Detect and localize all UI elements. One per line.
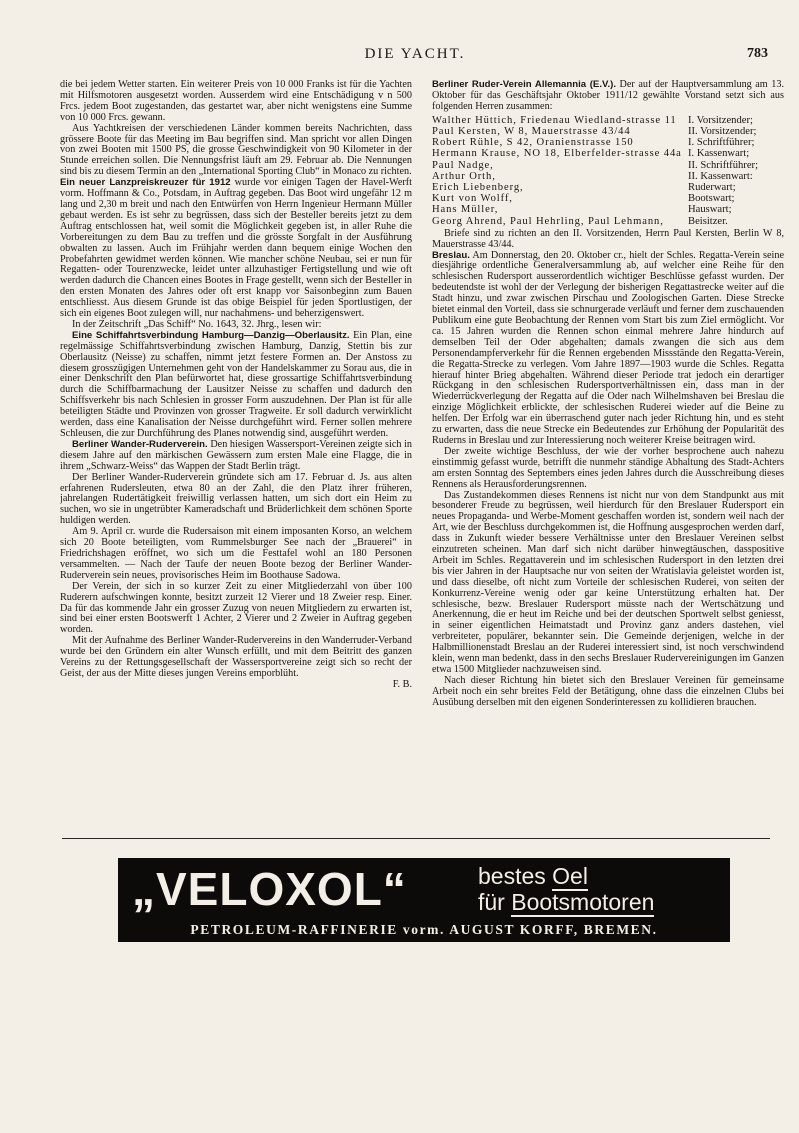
officer-name: Paul Kersten, W 8, Mauerstrasse 43/44 [432,125,631,137]
paragraph [60,331,412,440]
paragraph [60,582,412,637]
officer-role: I. Schriftführer; [688,137,755,149]
paragraph-text: F. B. [392,678,412,690]
paragraph [60,440,412,473]
paragraph [60,680,412,691]
paragraph-text: Nach dieser Richtung hin bietet sich den Breslauer Vereinen für gemeinsame Arbeit noch ein sehr breites Feld der Betätigung, ohne dass die einzelnen Clubs bei Ausübung derselben mit den eigenen Sonderinteressen zu kollidieren brauchen. [432,674,784,708]
paragraph [60,636,412,680]
paragraph [432,491,784,676]
paragraph-text: wurde vor einigen Tagen der Havel-Werft vorm. Hoffmann & Co., Potsdam, in Auftrag gegeben. Das Boot wird ungefähr 12 m lang und 2,30 m breit und nach den Entwürfen von Herrn Ingenieur Hermann Müller gebaut werden. Es ist sehr zu begrüssen, dass sich der Besteller bereits jetzt zu dem Auftrag entschlossen hat, weil somit die Möglichkeit gegeben ist, in aller Ruhe die Vorbereitungen zu dem Bau zu treffen und die grösste Sorgfalt in der Ausführung obwalten zu lassen. Auch im Frühjahr werden dann bequem einige Wochen den Probefahrten gewidmet werden können. Wie mancher schöne Neubau, sei er nun für Regatten- oder Tourenzwecke, leidet unter allzuhastiger Fertigstellung und wie oft werden dadurch die Chancen eines Bootes in Frage gestellt, wenn sich der Besteller in den ersten Monaten des Jahres oder oft erst knapp vor Saisonbeginn zum Bauen entschliesst. Aus diesem Grunde ist das obige Beispiel für jeden Sportlustigen, der sich ein eigenes Boot zulegen will, nur nachahmens- und beherzigenswert. [60,177,412,320]
officer-role: II. Vorsitzender; [688,125,757,137]
paragraph [432,229,784,251]
page-number: 783 [747,46,768,61]
separator-rule [62,838,770,839]
officer-name: Georg Ahrend, Paul Hehrling, Paul Lehmann, [432,215,664,227]
paragraph-text: Briefe sind zu richten an den II. Vorsitzenden, Herrn Paul Kersten, Berlin W 8, Mauerstrasse 43/44. [432,227,784,250]
officer-row [432,137,784,148]
paragraph [432,251,784,447]
officer-role: II. Schriftführer; [688,159,759,171]
officer-name: Arthur Orth, [432,170,496,182]
officer-name: Hans Müller, [432,204,499,216]
officer-role: Ruderwart; [688,181,736,193]
officer-row [432,148,784,159]
paragraph-heading: Berliner Wander-Ruderverein. [72,438,208,450]
officer-row [432,171,784,182]
paragraph [60,473,412,528]
allemannia-intro-text: Der auf der Hauptversammlung am 13. Oktober für das Geschäftsjahr Oktober 1911/12 gewählte Vorstand setzt sich aus folgenden Herren zusammen: [432,80,784,112]
officer-name: Kurt von Wolff, [432,193,513,205]
officer-name: Walther Hüttich, Friedenau Wiedland-strasse 11 [432,114,677,126]
ad-brand: „VELOXOL“ [132,863,407,915]
allemannia-intro [432,80,784,113]
right-column-body [432,229,784,709]
ad-footer: PETROLEUM-RAFFINERIE vorm. AUGUST KORFF, BREMEN. [190,922,658,937]
officer-name: Robert Rühle, S 42, Oranienstrasse 150 [432,137,634,149]
officer-role: I. Kassenwart; [688,148,750,160]
officer-row [432,115,784,126]
paragraph-text: Der Berliner Wander-Ruderverein gründete sich am 17. Februar d. Js. aus alten erfahrenen Rudersleuten, etwa 80 an der Zahl, die den Platz ihrer früheren, jahrelangen Rudertätigkeit freiwillig verlassen hatten, um sich dort ein Heim zu suchen, wo sie in ungetrübter Kameradschaft und Brüderlichkeit dem schönen Sporte huldigen werden. [60,471,412,527]
officer-role: II. Kassenwart: [688,170,753,182]
right-column [432,80,784,828]
officer-row [432,126,784,137]
paragraph-text: Am Donnerstag, den 20. Oktober cr., hielt der Schles. Regatta-Verein seine diesjährige ordentliche Generalversammlung ab, auf welcher eine Reihe für den schlesischen Rudersport ausserordentlich wichtiger Beschlüsse gefasst wurden. Der bedeutendste ist wohl der der Verlegung der bisherigen Regattastrecke weiter auf die Stadt hinzu, und zwar zwischen Pirschau und Zoologischen Garten. Diese Strecke bietet einmal den Vorteil, dass sie schnurgerade verläuft und ferner dem zuschauenden Publikum eine gute Beobachtung der Rennen vom Start bis zum Ziel ermöglicht. Vor ca. 15 Jahren wurden die Rennen schon einmal mehrere Jahre hindurch auf demselben Teil der Oder abgehalten; damals zwangen die sich aus dem Personendampferverkehr für die Rennen ergebenden Missstände den Regatta-Verein, die Regatta-Strecke zu verlegen. Vom Jahre 1897—1903 wurde die Schles. Regatta hierauf hinter Brieg abgehalten. Während dieser Periode trat jedoch ein derartiger Rückgang in den schlesischen Rudersportverhältnissen ein, dass man in der Wiederrückverlegung der Regatta auf die Oder nach Wilhelmshaven bei Breslau die einzige Möglichkeit erblickte, der schlesischen Ruderei wieder auf die Beine zu helfen. Der Erfolg war ein überraschend guter nach jeder Richtung hin, und es steht zu erwarten, dass die neue Strecke ein Bedeutendes zur Erhöhung der Popularität des Ruderns in Breslau und zur Interessierung noch weiterer Kreise beitragen wird. [432,249,784,446]
officer-role: Hauswart; [688,204,732,216]
paragraph-text: In der Zeitschrift „Das Schiff“ No. 1643, 32. Jhrg., lesen wir: [72,318,322,330]
paragraph-heading: Breslau. [432,249,470,261]
advertisement [118,858,730,942]
paragraph-text: Den hiesigen Wassersport-Vereinen zeigte sich in diesem Jahre auf den märkischen Gewässern zum ersten Male eine Flagge, die in ihrem „Schwarz-Weiss“ das Wappen der Stadt Berlin trägt. [60,438,412,472]
ad-line-1-prefix: bestes [478,863,553,889]
paragraph-heading: Eine Schiffahrtsverbindung Hamburg—Danzig—Oberlausitz. [72,329,350,341]
allemannia-heading: Berliner Ruder-Verein Allemannia (E.V.). [432,80,617,90]
officer-name: Hermann Krause, NO 18, Elberfelder-strasse 44a [432,148,682,160]
paragraph-text: Am 9. April cr. wurde die Rudersaison mit einem imposanten Korso, an welchem sich 20 Boote beteiligten, vom Rummelsburger See nach der „Brauerei“ in Friedrichshagen eröffnet, wo sich um die Festtafel wohl an 180 Personen versammelten. — Nach der Taufe der neuen Boote bezog der Berliner Wander-Ruderverein sein neues, provisorisches Heim im Boothause Sadowa. [60,526,412,581]
ad-line-1-emph: Oel [552,863,588,889]
ad-line-2-prefix: für [478,889,512,915]
paragraph [432,447,784,491]
paragraph-heading: Ein neuer Lanzpreiskreuzer für 1912 [60,177,231,189]
officer-row [432,182,784,193]
paragraph [60,178,412,320]
running-title: DIE YACHT. [364,46,466,62]
officer-list [432,115,784,227]
officer-role: Bootswart; [688,193,735,205]
page-header [60,46,770,68]
paragraph-text: Das Zustandekommen dieses Rennens ist nicht nur von dem Standpunkt aus mit besonderer Freude zu begrüssen, weil hierdurch für den Breslauer Rudersport ein neues Propaganda- und Werbe-Moment geschaffen worden ist, sondern weil nach der Art, wie der Beschluss durchgekommen ist, die Hoffnung ausgesprochen werden darf, dass in Zukunft wieder bessere Verhältnisse unter den Breslauer Vereinen selbst einzutreten scheinen. Man darf sich nicht darüber hinwegtäuschen, dasspositive Arbeit im Schles. Regattaverein und im schlesischen Rudersport in den letzten drei bis vier Jahren in der Hauptsache nur von seiten der Wratislavia geleistet worden ist, und dass dieselbe, oft nicht zum Vorteile der schlesischen Ruderei, von seiten der Konkurrenz-Vereine wenig oder gar keine Unterstützung erhalten hat. Der schlesische, bezw. Breslauer Rudersport müsste nach der Wertschätzung und Anerkennung, die er heut im Reiche und bei der deutschen Sportwelt selbst geniesst, in seiner eigentlichen Heimatstadt und Provinz ganz anders dastehen, viel verbreiteter, populärer, bekannter sein. Die Gemeinde derjenigen, welche in der Halbmillionenstadt Breslau an der Ruderei interessiert sind, ist noch verschwindend klein, wenn man bedenkt, dass in den sechs Breslauer Rudervereinigungen im Ganzen etwa 1500 Mitglieder nachzuweisen sind. [432,489,784,675]
ad-line-1 [478,862,588,890]
officer-row [432,216,784,227]
paragraph-text: Ein Plan, eine regelmässige Schiffahrtsverbindung zwischen Hamburg, Danzig, Stettin bis zur Oberlausitz (Neisse) zu schaffen, nimmt jetzt festere Formen an. Der Anstoss zu diesem grosszügigen Unternehmen geht von der Handelskammer zu Sorau aus, die in einer Denkschrift den Plan befürwortet hat, diese grossartige Schiffahrtsverbindung durch die Schiffbarmachung der Lausitzer Neisse zu schaffen und dadurch den Schiffsverkehr bis nach Schlesien in grosser Form auszudehnen. Der Plan ist für alle beteiligten Städte und Provinzen von grosser Tragweite. Er soll dadurch verwirklicht werden, dass eine Kanalisation der Neisse durchgeführt wird. Ferner sollen mehrere Schleusen, die zur Durchführung des Planes notwendig sind, ausgeführt werden. [60,329,412,439]
paragraph [60,124,412,179]
officer-row [432,204,784,215]
paragraph-text: Der Verein, der sich in so kurzer Zeit zu einer Mitgliederzahl von über 100 Ruderern aufschwingen konnte, besitzt zurzeit 12 Vierer und 18 Zweier resp. Einer. Da für das kommende Jahr ein grosser Zuzug von neuen Mitgliedern zu erwarten ist, sind bei einer ersten Bootswerft 1 Achter, 2 Vierer und 2 Zweier in Auftrag gegeben worden. [60,580,412,636]
officer-role: Beisitzer. [688,215,728,227]
left-column [60,80,412,828]
ad-line-2-emph: Bootsmotoren [511,889,655,915]
officer-name: Paul Nadge, [432,159,494,171]
paragraph [60,527,412,582]
officer-row [432,160,784,171]
officer-name: Erich Liebenberg, [432,181,524,193]
officer-row [432,193,784,204]
paragraph-text: Der zweite wichtige Beschluss, der wie der vorher besprochene auch nahezu einstimmig gefasst wurde, betrifft die nunmehr ständige Abhaltung des Stadt-Achters am ersten Sonntag des Septembers eines jeden Jahres durch die Ausschreibung dieses Rennens als Herausforderungsrennen. [432,445,784,490]
paragraph [432,676,784,709]
paragraph-text: Aus Yachtkreisen der verschiedenen Länder kommen bereits Nachrichten, dass grössere Boote für das Meeting im Bau begriffen sind. Man spricht vor allen Dingen von zwei Booten mit 1500 PS, die grosse Geschwindigkeit von 90 Kilometer in der Stunde erreichen sollen. Die Nennungsfrist läuft am 29. Februar ab. Die Nennungen sind bis zu diesem Termin an den „International Sporting Club“ in Monaco zu richten. [60,122,412,178]
paragraph [60,80,412,124]
article-columns [60,80,784,828]
officer-role: I. Vorsitzender; [688,114,753,126]
ad-line-2 [478,888,654,916]
paragraph-text: die bei jedem Wetter starten. Ein weiterer Preis von 10 000 Franks ist für die Yachten mit Hilfsmotoren ausgesetzt worden. Ausserdem wird eine Entschädigung v n 500 Frcs. jedem Boot zugestanden, das gestartet war, aber nicht wenigstens eine Summe von 10 000 Frcs. gewann. [60,80,412,123]
paragraph-text: Mit der Aufnahme des Berliner Wander-Rudervereins in den Wanderruder-Verband wurde bei den Gründern ein alter Wunsch erfüllt, und mit dem Beitritt des ganzen Vereins zu der Rettungsgesellschaft der Wassersportvereine zeigt sich so recht der Geist, der aus der Mitte dieses jungen Vereins emporblüht. [60,635,412,679]
